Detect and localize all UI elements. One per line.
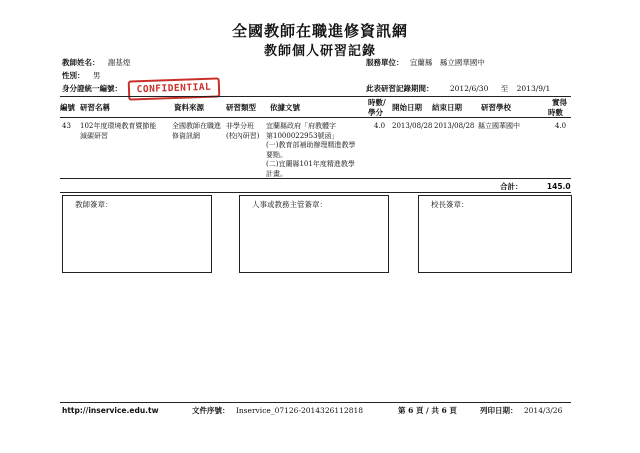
- col-no-header: 編號: [60, 103, 75, 112]
- footer-doc-id: [192, 405, 363, 416]
- col-end-header: 結束日期: [432, 103, 462, 112]
- period-start: 2012/6/30: [449, 84, 489, 93]
- id-label: 身分證統一編號：: [62, 84, 122, 93]
- page-subtitle: 教師個人研習記錄: [263, 44, 376, 59]
- period-separator: 至: [500, 84, 509, 93]
- service-unit-row: [366, 57, 485, 68]
- service-unit-value: 宜蘭縣 縣立國華國中: [409, 58, 485, 67]
- col-type-header: 研習類型: [226, 103, 256, 112]
- row-school: 縣立國華國中: [478, 122, 520, 130]
- period-label: 此表研習記錄期間：: [366, 84, 434, 93]
- footer-rule: [60, 402, 571, 403]
- teacher-signature-box: [62, 195, 212, 273]
- doc-id-value: Inservice_07126-2014326112818: [235, 406, 364, 415]
- table-header-rule: [60, 117, 571, 118]
- row-source: 全國教師在職進 修資訊網: [172, 122, 221, 140]
- col-credit-header-2: 時數: [548, 108, 563, 117]
- gender-row: [62, 70, 100, 81]
- print-date-value: 2014/3/26: [523, 406, 563, 415]
- row-hours: 4.0: [374, 122, 386, 130]
- row-basis: 宜蘭縣政府「府教體字 第1000022953號函」 (一)教育部補助辦理精進教學 要點。 (二)宜蘭縣101年度精進教學 計畫。: [266, 122, 356, 178]
- page-title: 全國教師在職進修資訊網: [231, 22, 408, 40]
- teacher-name-value: 謝基煌: [107, 58, 131, 67]
- print-date: [480, 405, 562, 416]
- col-hours-header-2: 學分: [368, 108, 383, 117]
- service-unit-label: 服務單位：: [366, 58, 404, 67]
- col-credit-header-1: 實得: [552, 98, 567, 107]
- gender-label: 性別：: [62, 71, 85, 80]
- total-row: [500, 181, 571, 192]
- total-label: 合計：: [500, 182, 523, 191]
- page-number: 第 6 頁 / 共 6 頁: [398, 406, 457, 415]
- print-date-label: 列印日期：: [480, 406, 518, 415]
- footer-url: http://inservice.edu.tw: [62, 406, 159, 415]
- personnel-signature-label: 人事或教務主管簽章：: [252, 200, 327, 209]
- col-source-header: 資料來源: [174, 103, 204, 112]
- teacher-name-row: [62, 57, 130, 68]
- col-name-header: 研習名稱: [80, 103, 110, 112]
- col-basis-header: 依據文號: [270, 103, 300, 112]
- principal-signature-label: 校長簽章：: [431, 200, 469, 209]
- row-no: 43: [62, 122, 71, 130]
- table-top-rule: [60, 96, 571, 97]
- period-row: [366, 83, 550, 94]
- total-value: 145.0: [546, 182, 571, 191]
- col-school-header: 研習學校: [481, 103, 511, 112]
- period-end: 2013/9/1: [516, 84, 551, 93]
- row-start-date: 2013/08/28: [392, 122, 433, 130]
- teacher-name-label: 教師姓名：: [62, 58, 100, 67]
- row-name: 102年度環境教育暨節能 減碳研習: [80, 122, 157, 140]
- personnel-signature-box: [239, 195, 389, 273]
- confidential-stamp: CONFIDENTIAL: [128, 77, 221, 100]
- row-end-date: 2013/08/28: [434, 122, 475, 130]
- col-start-header: 開始日期: [392, 103, 422, 112]
- col-hours-header-1: 時數/: [368, 98, 386, 107]
- principal-signature-box: [418, 195, 572, 273]
- teacher-signature-label: 教師簽章：: [75, 200, 113, 209]
- table-bottom-rule: [60, 178, 571, 179]
- total-rule: [60, 192, 571, 193]
- row-credit: 4.0: [555, 122, 567, 130]
- row-type: 非學分班 (校內研習): [226, 122, 260, 140]
- gender-value: 男: [92, 71, 101, 80]
- id-row: [62, 83, 122, 94]
- doc-id-label: 文件序號：: [192, 406, 230, 415]
